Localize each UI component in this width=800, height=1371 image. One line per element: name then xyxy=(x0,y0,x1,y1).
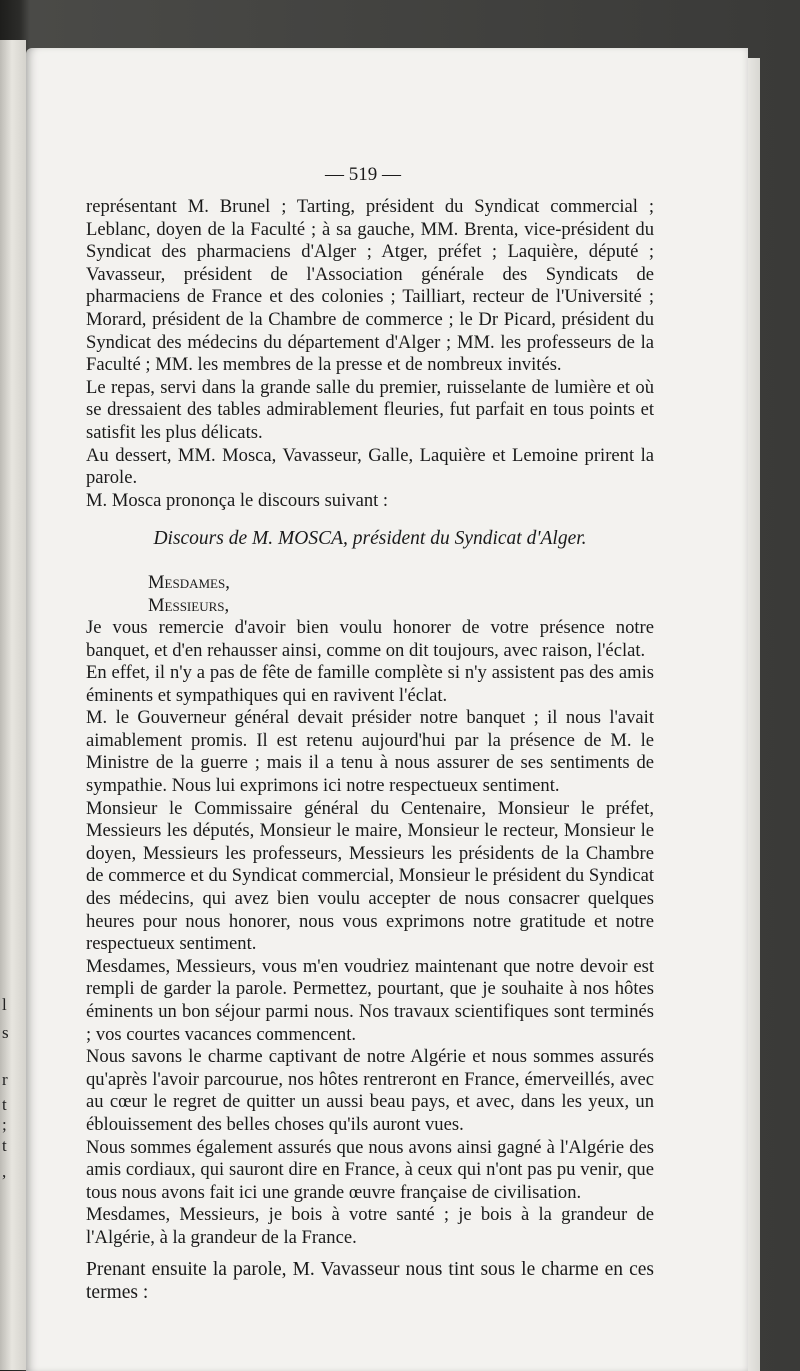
speech-paragraph: Mesdames, Messieurs, vous m'en voudriez maintenant que notre devoir est rempli de garder la parole. Permettez, pourtant, que je souhaite à nos hôtes éminents un bon séjour parmi nous. Nos travaux scientifiques sont terminés ; vos courtes vacances commencent. xyxy=(86,955,654,1045)
salutation-line: Messieurs, xyxy=(148,594,230,616)
page-stack-edge xyxy=(746,58,760,1371)
margin-fragment: s xyxy=(2,1023,9,1042)
book-page xyxy=(26,48,748,1371)
margin-fragment: ; xyxy=(2,1115,7,1134)
speech-paragraph: Je vous remercie d'avoir bien voulu honorer de votre présence notre banquet, et d'en rehausser ainsi, comme on dit toujours, avec raison, l'éclat. xyxy=(86,616,654,661)
paragraph: M. Mosca prononça le discours suivant : xyxy=(86,489,389,511)
page-number: — 519 — xyxy=(325,164,401,185)
closing-paragraph: Prenant ensuite la parole, M. Vavasseur nous tint sous le charme en ces termes : xyxy=(86,1258,654,1303)
margin-fragment: t xyxy=(2,1136,7,1155)
speech-paragraph: Nous savons le charme captivant de notre Algérie et nous sommes assurés qu'après l'avoir parcourue, nos hôtes rentreront en France, émerveillés, avec au cœur le regret de quitter un aussi beau pays, et avec, dans les yeux, un éblouissement des belles choses qu'ils auront vues. xyxy=(86,1046,654,1135)
speech-paragraph: Mesdames, Messieurs, je bois à votre santé ; je bois à la grandeur de l'Algérie, à la grandeur de la France. xyxy=(86,1204,654,1248)
margin-fragment: , xyxy=(2,1162,7,1181)
speech-paragraph: En effet, il n'y a pas de fête de famille complète si n'y assistent pas des amis éminents et sympathiques qui en ravivent l'éclat. xyxy=(86,662,654,706)
paragraph: Le repas, servi dans la grande salle du premier, ruisselante de lumière et où se dressaient des tables admirablement fleuries, fut parfait en tous points et satisfit les plus délicats. xyxy=(86,376,654,443)
margin-fragment: t xyxy=(2,1095,7,1114)
margin-fragment: l xyxy=(2,995,7,1014)
page-body xyxy=(86,196,654,1304)
speech-paragraph: M. le Gouverneur général devait présider notre banquet ; il nous l'avait aimablement promis. Il est retenu aujourd'hui par la présence de M. le Ministre de la guerre ; mais il a tenu à nous assurer de ses sentiments de sympathie. Nous lui exprimons ici notre respectueux sentiment. xyxy=(86,707,654,797)
margin-fragment: r xyxy=(2,1070,8,1089)
paragraph: Au dessert, MM. Mosca, Vavasseur, Galle, Laquière et Lemoine prirent la parole. xyxy=(86,444,654,489)
speech-paragraph: Monsieur le Commissaire général du Centenaire, Monsieur le préfet, Messieurs les députés, Monsieur le maire, Monsieur le recteur, Monsieur le doyen, Messieurs les professeurs, Messieurs les présidents de la Chambre de commerce et du Syndicat commercial, Monsieur le président du Syndicat des médecins, qui avez bien voulu accepter de nous consacrer quelques heures pour nous honorer, nous vous exprimons notre gratitude et notre respectueux sentiment. xyxy=(86,797,654,955)
salutation-line: Mesdames, xyxy=(148,571,230,593)
speech-title: Discours de M. MOSCA, président du Syndicat d'Alger. xyxy=(153,528,587,550)
paragraph: représentant M. Brunel ; Tarting, président du Syndicat commercial ; Leblanc, doyen de la Faculté ; à sa gauche, MM. Brenta, vice-président du Syndicat des pharmaciens d'Alger ; Atger, préfet ; Laquière, député ; Vavasseur, président de l'Association générale des Syndicats de pharmaciens de France et des colonies ; Tailliart, recteur de l'Université ; Morard, président de la Chambre de commerce ; le Dr Picard, président du Syndicat des médecins du département d'Alger ; MM. les professeurs de la Faculté ; MM. les membres de la presse et de nombreux invités. xyxy=(86,196,654,376)
speech-paragraph: Nous sommes également assurés que nous avons ainsi gagné à l'Algérie des amis cordiaux, qui sauront dire en France, à ceux qui n'ont pas pu venir, que tous nous avons fait ici une grande œuvre française de civilisation. xyxy=(86,1136,654,1203)
previous-page-edge xyxy=(0,40,26,1370)
